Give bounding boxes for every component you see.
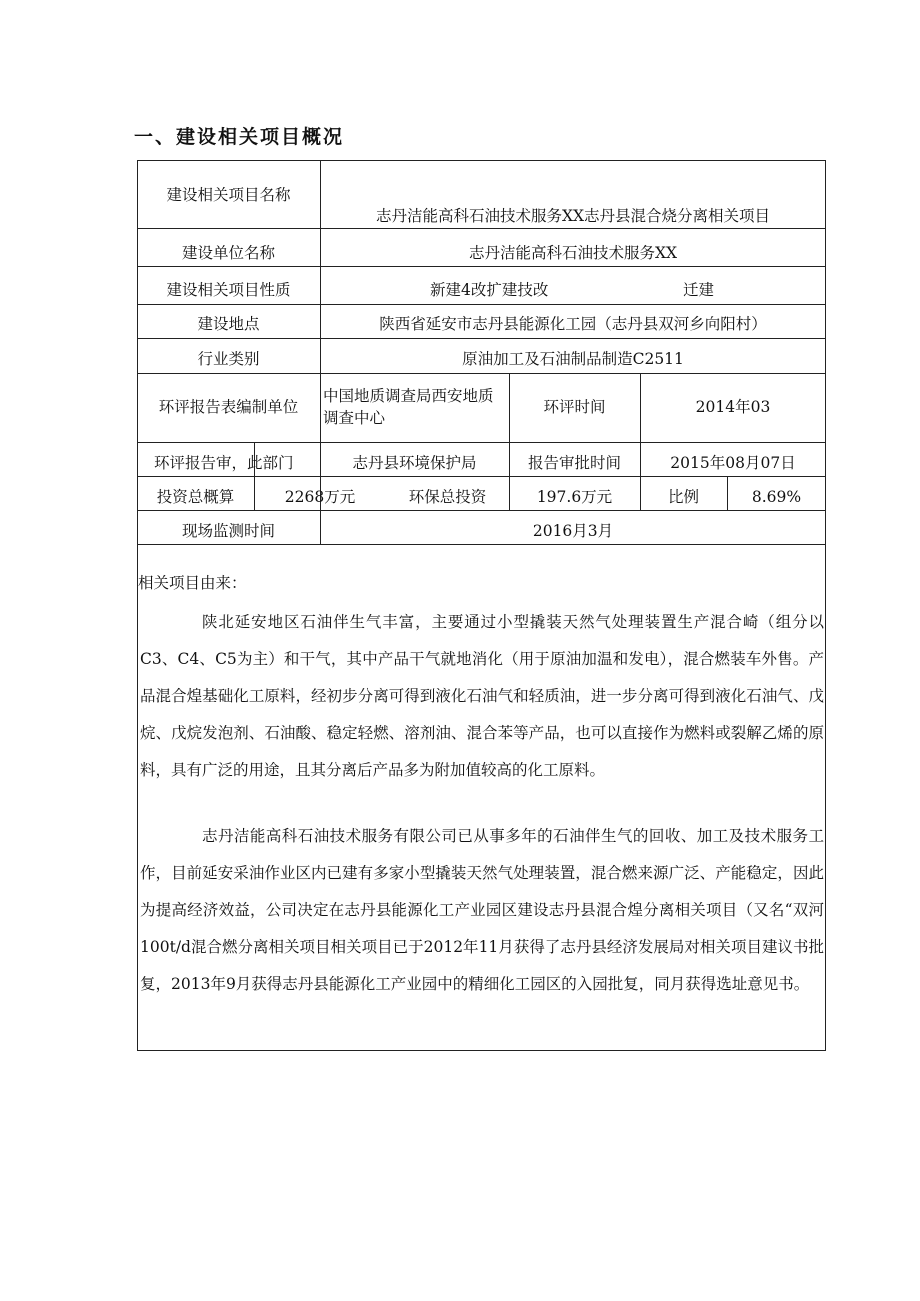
origin-paragraph-2: 志丹洁能高科石油技术服务有限公司已从事多年的石油伴生气的回收、加工及技术服务工作，目前延安采油作业区内已建有多家小型撬装天然气处理装置，混合燃来源广泛、产能稳定，因此为提高经济效益，公司决定在志丹县能源化工产业园区建设志丹县混合煌分离相关项目（又名“双河100t/d混合燃分离相关项目相关项目已于2012年11月获得了志丹县经济发展局对相关项目建议书批复，2013年9月获得志丹县能源化工产业园中的精细化工园区的入园批复，同月获得选址意见书。 xyxy=(140,827,824,993)
table-rule xyxy=(137,228,826,229)
monitor-label: 现场监测时间 xyxy=(181,522,275,540)
table-rule xyxy=(137,338,826,339)
eia-time-value: 2014年03 xyxy=(695,398,771,416)
ratio-value: 8.69% xyxy=(751,488,802,506)
total-invest-value: 2268万元 xyxy=(284,488,356,506)
ratio-label: 比例 xyxy=(667,488,699,506)
eia-unit-label: 环评报告表编制单位 xyxy=(158,398,299,416)
nature-value-b: 迁建 xyxy=(683,281,715,299)
env-invest-value: 197.6万元 xyxy=(536,488,613,506)
monitor-value: 2016月3月 xyxy=(532,522,614,540)
unit-label: 建设单位名称 xyxy=(181,244,275,262)
origin-label: 相关项目由来： xyxy=(138,574,247,592)
project-name-value: 志丹洁能高科石油技术服务XX志丹县混合烧分离相关项目 xyxy=(375,207,771,225)
table-rule xyxy=(137,476,826,477)
env-invest-label: 环保总投资 xyxy=(408,488,487,506)
table-rule xyxy=(137,510,826,511)
nature-value-a: 新建4改扩建技改 xyxy=(430,281,549,299)
table-rule xyxy=(137,304,826,305)
table-rule xyxy=(137,442,826,443)
location-value: 陕西省延安市志丹县能源化工园（志丹县双河乡向阳村） xyxy=(379,315,767,333)
origin-paragraph-1: 陕北延安地区石油伴生气丰富，主要通过小型撬装天然气处理装置生产混合崎（组分以C3、C4、C5为主）和干气，其中产品干气就地消化（用于原油加温和发电），混合燃装车外售。产品混合煌基础化工原料，经初步分离可得到液化石油气和轻质油，进一步分离可得到液化石油气、戊烷、戊烷发泡剂、石油酸、稳定轻燃、溶剂油、混合苯等产品，也可以直接作为燃料或裂解乙烯的原料，具有广泛的用途，且其分离后产品多为附加值较高的化工原料。 xyxy=(140,613,824,779)
eia-time-label: 环评时间 xyxy=(543,398,606,416)
unit-value: 志丹洁能高科石油技术服务XX xyxy=(468,244,678,262)
nature-label: 建设相关项目性质 xyxy=(166,281,291,299)
industry-value: 原油加工及石油制品制造C2511 xyxy=(462,350,684,368)
table-rule xyxy=(137,373,826,374)
eia-unit-value: 中国地质调查局西安地质调查中心 xyxy=(323,387,494,427)
industry-label: 行业类别 xyxy=(197,350,260,368)
approval-time-value: 2015年08月07日 xyxy=(670,454,796,472)
section-title: 一、建设相关项目概况 xyxy=(134,126,345,148)
approval-time-label: 报告审批时间 xyxy=(527,454,621,472)
review-dept-value: 志丹县环境保护局 xyxy=(352,454,477,472)
project-name-label: 建设相关项目名称 xyxy=(166,186,291,204)
table-rule xyxy=(137,266,826,267)
review-dept-label: 环评报告审，此部门 xyxy=(154,454,294,472)
location-label: 建设地点 xyxy=(197,315,260,333)
table-rule xyxy=(137,544,826,545)
total-invest-label: 投资总概算 xyxy=(156,488,235,506)
